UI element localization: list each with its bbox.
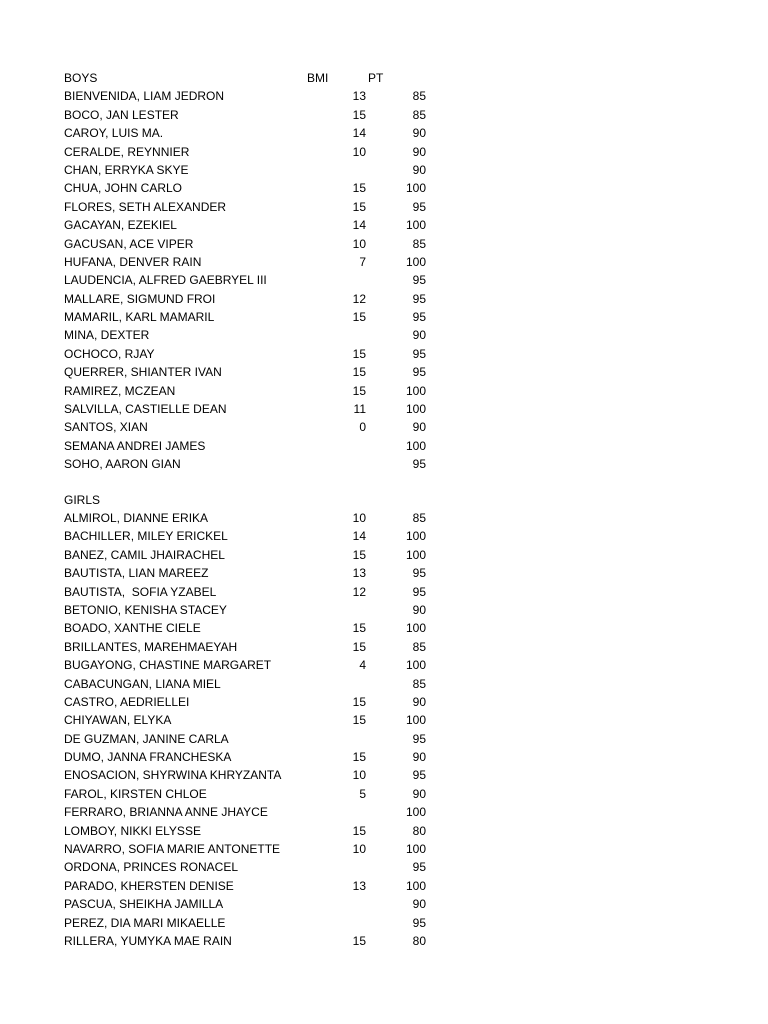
student-name: CHUA, JOHN CARLO bbox=[64, 181, 183, 196]
pt-value: 85 bbox=[412, 89, 426, 104]
student-name: LOMBOY, NIKKI ELYSSE bbox=[64, 823, 201, 838]
pt-value: 100 bbox=[405, 254, 426, 269]
table-row bbox=[64, 326, 444, 344]
student-name: DE GUZMAN, JANINE CARLA bbox=[64, 731, 229, 746]
student-name: MAMARIL, KARL MAMARIL bbox=[64, 310, 215, 325]
table-row bbox=[64, 711, 444, 729]
table-row bbox=[64, 308, 444, 326]
student-name: BOADO, XANTHE CIELE bbox=[64, 621, 201, 636]
pt-value: 100 bbox=[405, 878, 426, 893]
table-row bbox=[64, 106, 444, 124]
student-name: BAUTISTA, LIAN MAREEZ bbox=[64, 566, 209, 581]
table-row bbox=[64, 822, 444, 840]
student-name: OCHOCO, RJAY bbox=[64, 346, 155, 361]
bmi-value: 14 bbox=[352, 126, 366, 141]
pt-value: 100 bbox=[405, 713, 426, 728]
pt-value: 95 bbox=[412, 199, 426, 214]
student-name: HUFANA, DENVER RAIN bbox=[64, 254, 202, 269]
bmi-value: 5 bbox=[359, 786, 366, 801]
bmi-value: 10 bbox=[352, 842, 366, 857]
pt-value: 90 bbox=[412, 328, 426, 343]
pt-value: 85 bbox=[412, 676, 426, 691]
table-row bbox=[64, 253, 444, 271]
pt-value: 90 bbox=[412, 694, 426, 709]
bmi-value: 13 bbox=[352, 878, 366, 893]
table-row bbox=[64, 730, 444, 748]
pt-value: 100 bbox=[405, 658, 426, 673]
pt-value: 85 bbox=[412, 510, 426, 525]
pt-value: 90 bbox=[412, 786, 426, 801]
pt-value: 85 bbox=[412, 107, 426, 122]
boys-header-row bbox=[64, 69, 444, 87]
bmi-value: 13 bbox=[352, 566, 366, 581]
pt-value: 100 bbox=[405, 842, 426, 857]
student-name: ALMIROL, DIANNE ERIKA bbox=[64, 510, 209, 525]
table-row bbox=[64, 766, 444, 784]
student-name: MINA, DEXTER bbox=[64, 328, 150, 343]
table-row bbox=[64, 858, 444, 876]
table-row bbox=[64, 932, 444, 950]
student-name: BACHILLER, MILEY ERICKEL bbox=[64, 529, 228, 544]
student-name: ORDONA, PRINCES RONACEL bbox=[64, 860, 239, 875]
table-row bbox=[64, 198, 444, 216]
bmi-value: 0 bbox=[359, 420, 366, 435]
student-name: SEMANA ANDREI JAMES bbox=[64, 438, 206, 453]
girls-header-row bbox=[64, 491, 444, 509]
bmi-value: 15 bbox=[352, 713, 366, 728]
table-row bbox=[64, 914, 444, 932]
table-row bbox=[64, 546, 444, 564]
student-name: SOHO, AARON GIAN bbox=[64, 457, 181, 472]
student-name: GACUSAN, ACE VIPER bbox=[64, 236, 194, 251]
student-name: PASCUA, SHEIKHA JAMILLA bbox=[64, 897, 224, 912]
pt-value: 90 bbox=[412, 144, 426, 159]
pt-value: 95 bbox=[412, 731, 426, 746]
table-row bbox=[64, 583, 444, 601]
table-row bbox=[64, 235, 444, 253]
pt-column-header: PT bbox=[368, 71, 384, 85]
bmi-value: 15 bbox=[352, 310, 366, 325]
bmi-value: 10 bbox=[352, 510, 366, 525]
student-name: GACAYAN, EZEKIEL bbox=[64, 218, 177, 233]
table-row bbox=[64, 363, 444, 381]
bmi-value: 15 bbox=[352, 933, 366, 948]
bmi-value: 15 bbox=[352, 750, 366, 765]
student-name: CASTRO, AEDRIELLEI bbox=[64, 694, 190, 709]
table-row bbox=[64, 638, 444, 656]
pt-value: 100 bbox=[405, 218, 426, 233]
bmi-value: 11 bbox=[353, 402, 366, 417]
pt-value: 95 bbox=[412, 768, 426, 783]
bmi-value: 10 bbox=[352, 768, 366, 783]
student-name: FAROL, KIRSTEN CHLOE bbox=[64, 786, 207, 801]
pt-value: 85 bbox=[412, 236, 426, 251]
table-row bbox=[64, 143, 444, 161]
spreadsheet-printout bbox=[64, 69, 444, 950]
pt-value: 95 bbox=[412, 346, 426, 361]
girls-list bbox=[64, 509, 444, 950]
student-name: RAMIREZ, MCZEAN bbox=[64, 383, 176, 398]
pt-value: 90 bbox=[412, 126, 426, 141]
table-row bbox=[64, 877, 444, 895]
bmi-value: 13 bbox=[352, 89, 366, 104]
pt-value: 100 bbox=[405, 402, 426, 417]
bmi-value: 10 bbox=[352, 144, 366, 159]
bmi-value: 15 bbox=[352, 547, 366, 562]
pt-value: 90 bbox=[412, 420, 426, 435]
bmi-value: 14 bbox=[352, 529, 366, 544]
pt-value: 95 bbox=[412, 915, 426, 930]
student-name: ENOSACION, SHYRWINA KHRYZANTA bbox=[64, 768, 282, 783]
bmi-value: 10 bbox=[352, 236, 366, 251]
student-name: SALVILLA, CASTIELLE DEAN bbox=[64, 402, 227, 417]
student-name: BRILLANTES, MAREHMAEYAH bbox=[64, 639, 238, 654]
table-row bbox=[64, 675, 444, 693]
table-row bbox=[64, 693, 444, 711]
bmi-value: 15 bbox=[352, 181, 366, 196]
pt-value: 95 bbox=[412, 291, 426, 306]
table-row bbox=[64, 345, 444, 363]
pt-value: 100 bbox=[405, 181, 426, 196]
bmi-value: 15 bbox=[352, 346, 366, 361]
table-row bbox=[64, 124, 444, 142]
table-row bbox=[64, 382, 444, 400]
bmi-value: 4 bbox=[359, 658, 366, 673]
table-row bbox=[64, 803, 444, 821]
table-row bbox=[64, 785, 444, 803]
pt-value: 80 bbox=[412, 823, 426, 838]
table-row bbox=[64, 895, 444, 913]
table-row bbox=[64, 437, 444, 455]
student-name: PARADO, KHERSTEN DENISE bbox=[64, 878, 234, 893]
student-name: CERALDE, REYNNIER bbox=[64, 144, 190, 159]
bmi-value: 15 bbox=[352, 621, 366, 636]
student-name: CAROY, LUIS MA. bbox=[64, 126, 164, 141]
student-name: LAUDENCIA, ALFRED GAEBRYEL III bbox=[64, 273, 267, 288]
pt-value: 90 bbox=[412, 750, 426, 765]
boys-list bbox=[64, 87, 444, 473]
student-name: CABACUNGAN, LIANA MIEL bbox=[64, 676, 221, 691]
bmi-value: 15 bbox=[352, 639, 366, 654]
pt-value: 100 bbox=[405, 805, 426, 820]
pt-value: 90 bbox=[412, 162, 426, 177]
bmi-value: 15 bbox=[352, 694, 366, 709]
student-name: BIENVENIDA, LIAM JEDRON bbox=[64, 89, 225, 104]
section-spacer bbox=[64, 474, 444, 491]
table-row bbox=[64, 509, 444, 527]
student-name: FLORES, SETH ALEXANDER bbox=[64, 199, 227, 214]
student-name: BUGAYONG, CHASTINE MARGARET bbox=[64, 658, 272, 673]
pt-value: 100 bbox=[405, 547, 426, 562]
pt-value: 95 bbox=[412, 273, 426, 288]
student-name: DUMO, JANNA FRANCHESKA bbox=[64, 750, 232, 765]
bmi-value: 12 bbox=[352, 291, 366, 306]
table-row bbox=[64, 418, 444, 436]
table-row bbox=[64, 290, 444, 308]
girls-heading: GIRLS bbox=[64, 492, 101, 507]
pt-value: 95 bbox=[412, 860, 426, 875]
table-row bbox=[64, 400, 444, 418]
student-name: BAUTISTA, SOFIA YZABEL bbox=[64, 584, 217, 599]
table-row bbox=[64, 455, 444, 473]
pt-value: 100 bbox=[405, 529, 426, 544]
table-row bbox=[64, 601, 444, 619]
pt-value: 95 bbox=[412, 310, 426, 325]
table-row bbox=[64, 271, 444, 289]
student-name: CHIYAWAN, ELYKA bbox=[64, 713, 172, 728]
bmi-value: 14 bbox=[352, 218, 366, 233]
student-name: BANEZ, CAMIL JHAIRACHEL bbox=[64, 547, 225, 562]
student-name: BETONIO, KENISHA STACEY bbox=[64, 602, 227, 617]
pt-value: 95 bbox=[412, 566, 426, 581]
student-name: NAVARRO, SOFIA MARIE ANTONETTE bbox=[64, 842, 281, 857]
pt-value: 95 bbox=[412, 584, 426, 599]
bmi-value: 7 bbox=[359, 254, 366, 269]
student-name: PEREZ, DIA MARI MIKAELLE bbox=[64, 915, 226, 930]
pt-value: 100 bbox=[405, 621, 426, 636]
student-name: SANTOS, XIAN bbox=[64, 420, 148, 435]
table-row bbox=[64, 656, 444, 674]
pt-value: 85 bbox=[412, 639, 426, 654]
table-row bbox=[64, 527, 444, 545]
student-name: MALLARE, SIGMUND FROI bbox=[64, 291, 216, 306]
pt-value: 100 bbox=[405, 383, 426, 398]
boys-heading: BOYS bbox=[64, 71, 98, 85]
bmi-value: 12 bbox=[352, 584, 366, 599]
pt-value: 90 bbox=[412, 897, 426, 912]
bmi-value: 15 bbox=[352, 365, 366, 380]
pt-value: 80 bbox=[412, 933, 426, 948]
pt-value: 90 bbox=[412, 602, 426, 617]
table-row bbox=[64, 619, 444, 637]
table-row bbox=[64, 179, 444, 197]
student-name: RILLERA, YUMYKA MAE RAIN bbox=[64, 933, 232, 948]
bmi-value: 15 bbox=[352, 823, 366, 838]
student-name: FERRARO, BRIANNA ANNE JHAYCE bbox=[64, 805, 268, 820]
pt-value: 95 bbox=[412, 365, 426, 380]
table-row bbox=[64, 87, 444, 105]
table-row bbox=[64, 161, 444, 179]
bmi-column-header: BMI bbox=[307, 71, 329, 85]
student-name: CHAN, ERRYKA SKYE bbox=[64, 162, 189, 177]
table-row bbox=[64, 216, 444, 234]
bmi-value: 15 bbox=[352, 383, 366, 398]
student-name: QUERRER, SHIANTER IVAN bbox=[64, 365, 222, 380]
bmi-value: 15 bbox=[352, 107, 366, 122]
table-row bbox=[64, 748, 444, 766]
student-name: BOCO, JAN LESTER bbox=[64, 107, 179, 122]
table-row bbox=[64, 564, 444, 582]
pt-value: 100 bbox=[405, 438, 426, 453]
pt-value: 95 bbox=[412, 457, 426, 472]
table-row bbox=[64, 840, 444, 858]
bmi-value: 15 bbox=[352, 199, 366, 214]
